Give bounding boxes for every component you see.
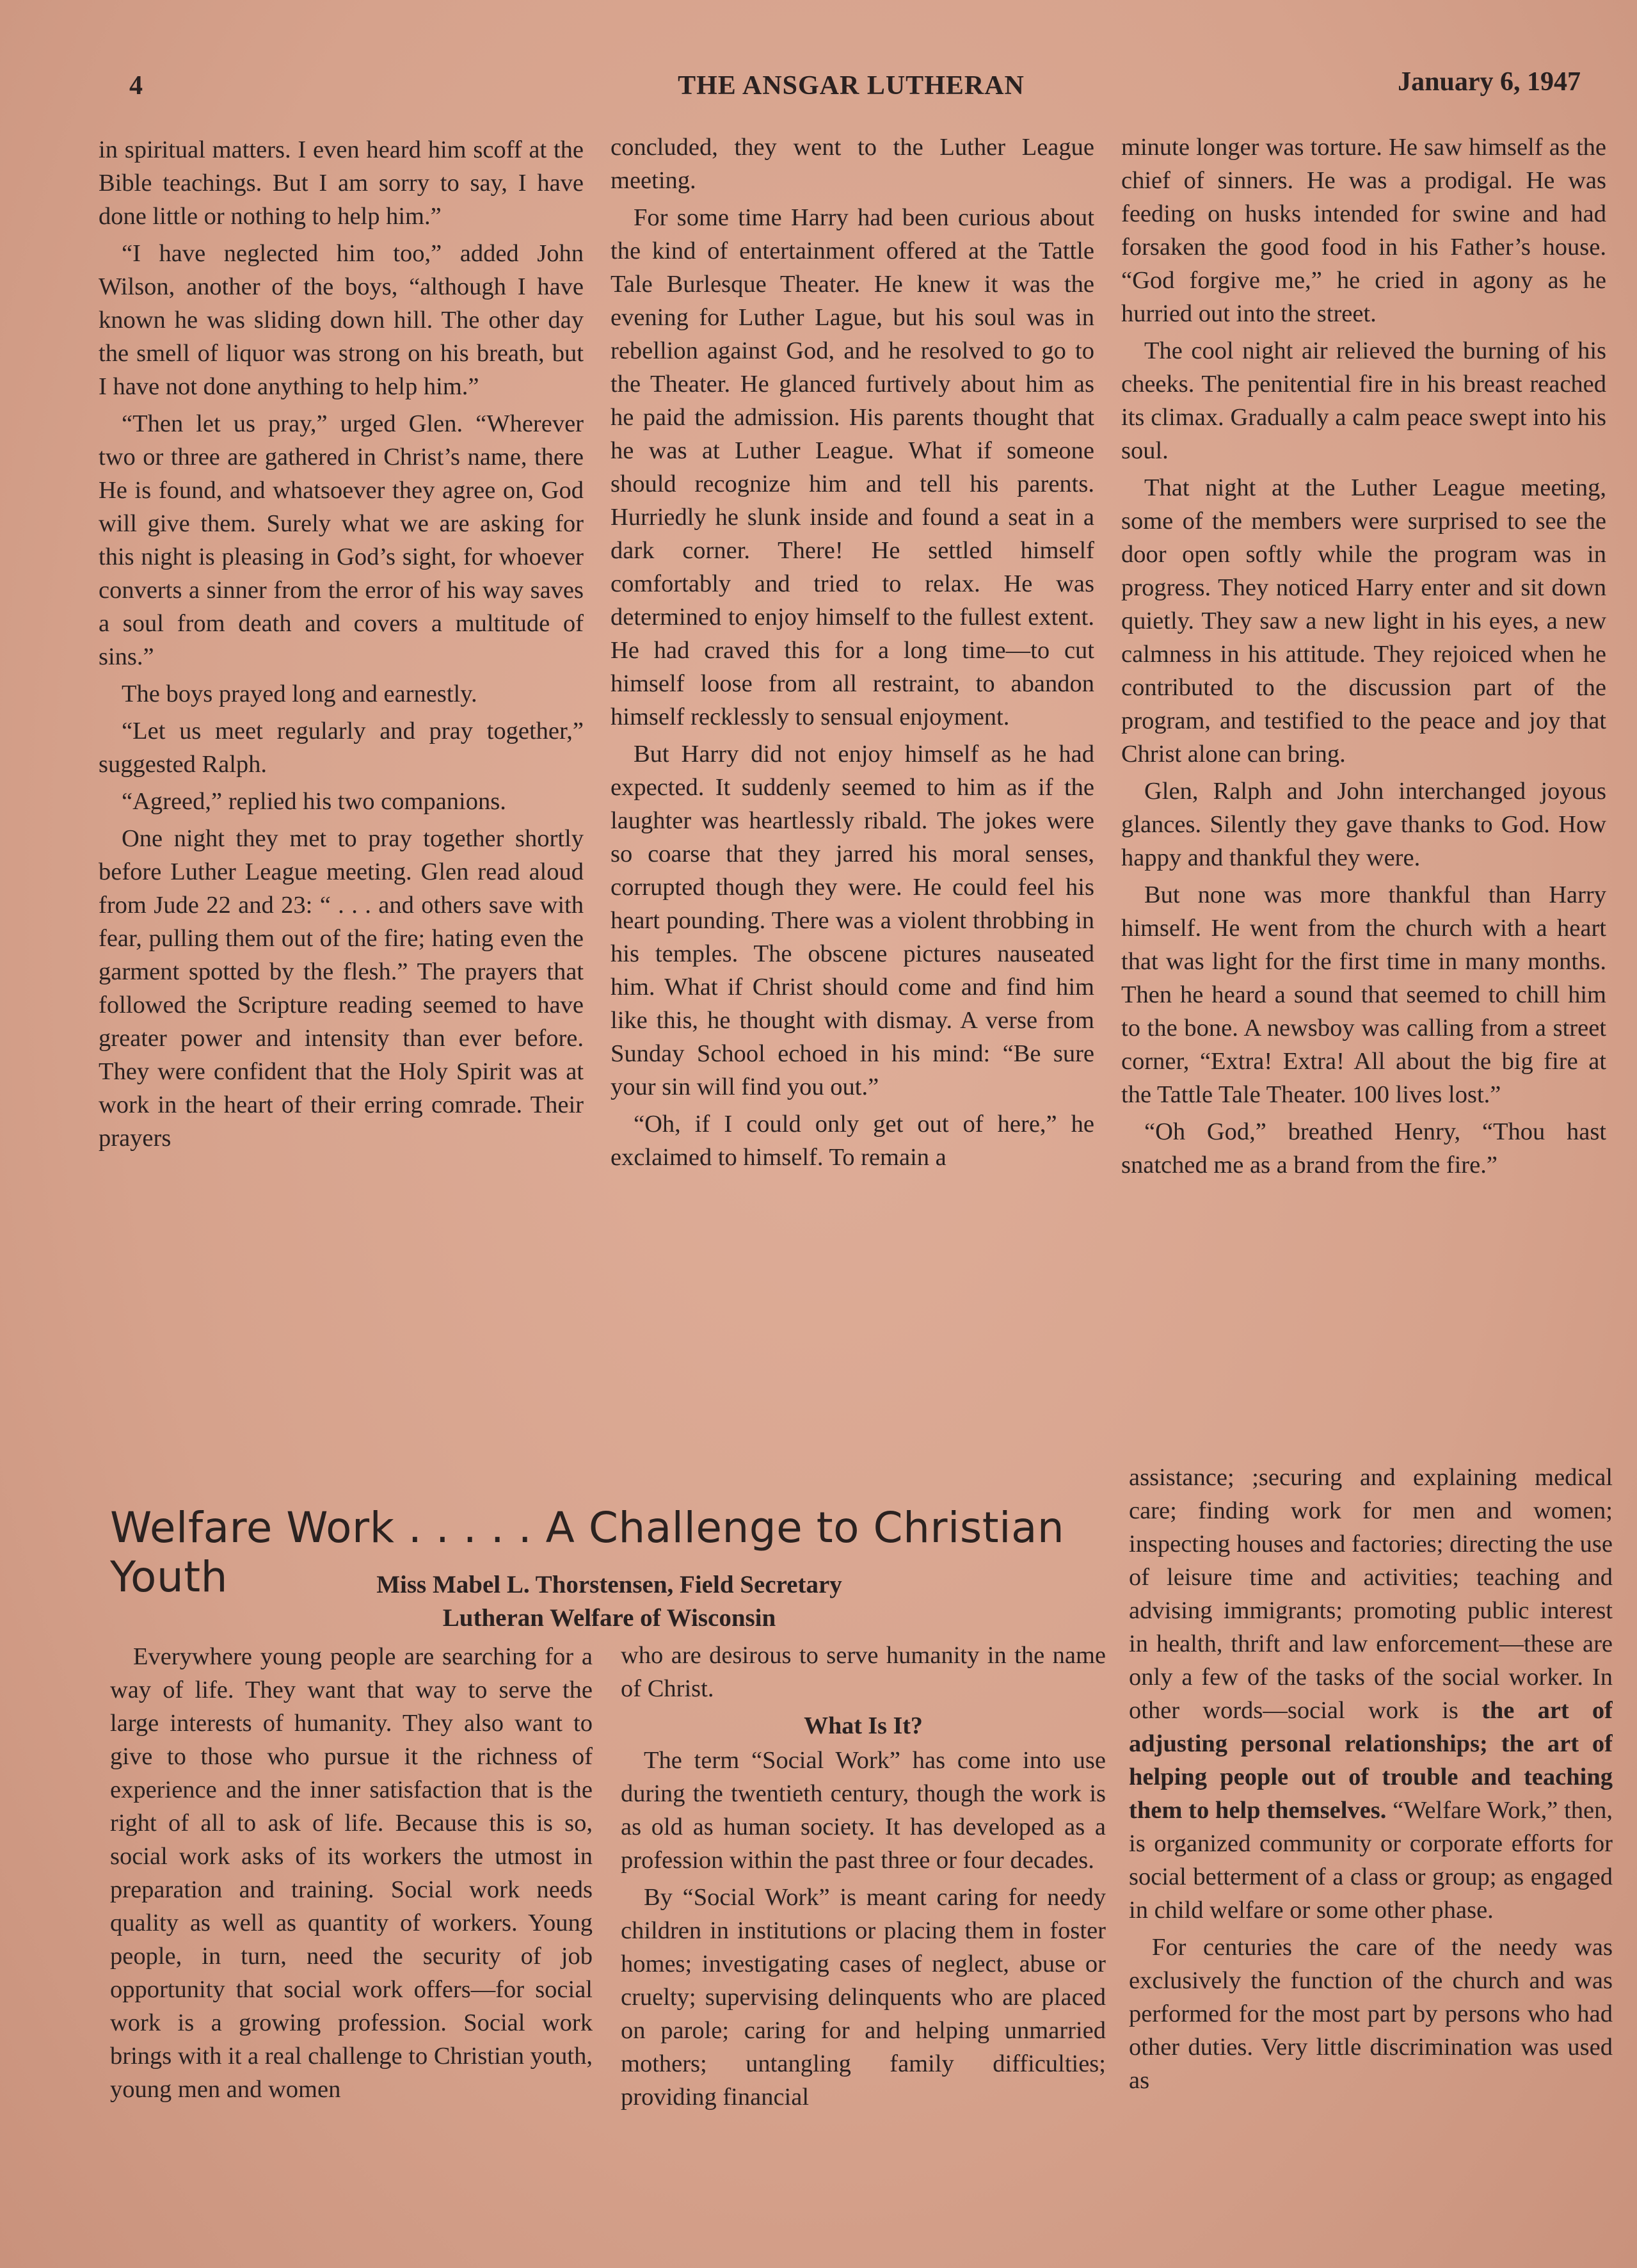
story-column-3 bbox=[1121, 131, 1606, 1404]
paragraph-text: assistance; ;securing and explaining medical care; finding work for men and women; inspecting houses and factories; directing the use of leisure time and activities; teaching and advising immigrants; promoting public interest in health, thrift and law enforcement—these are only a few of the tasks of the social worker. In other words—social work is bbox=[1129, 1464, 1613, 1724]
paragraph: The boys prayed long and earnestly. bbox=[122, 680, 477, 707]
paragraph: The term “Social Work” has come into use during the twentieth century, though the work is as old as human society. It has developed as a profession within the past three or four decades. bbox=[621, 1747, 1106, 1874]
paragraph: “Then let us pray,” urged Glen. “Wherever two or three are gathered in Christ’s name, there He is found, and whatsoever they agree on, God will give them. Surely what we are asking for this night is pleasing in God’s sight, for whoever converts a sinner from the error of his way saves a soul from death and covers a multitude of sins.” bbox=[99, 410, 584, 670]
paragraph: in spiritual matters. I even heard him scoff at the Bible teachings. But I am sorry to say, I have done little or nothing to help him.” bbox=[99, 136, 584, 230]
story-column-1 bbox=[99, 133, 584, 1407]
paragraph: “Agreed,” replied his two companions. bbox=[122, 788, 506, 815]
paragraph: One night they met to pray together shortly before Luther League meeting. Glen read aloud from Jude 22 and 23: “ . . . and others save with fear, pulling them out of the fire; hating even the garment spotted by the flesh.” The prayers that followed the Scripture reading seemed to have greater power and intensity than ever before. They were confident that the Holy Spirit was at work in the heart of their erring comrade. Their prayers bbox=[99, 825, 584, 1152]
page-header bbox=[122, 61, 1581, 106]
article-column-1 bbox=[110, 1640, 593, 2235]
paragraph: “Oh God,” breathed Henry, “Thou hast snatched me as a brand from the fire.” bbox=[1121, 1118, 1606, 1178]
paragraph: For some time Harry had been curious about the kind of entertainment offered at the Tattle Tale Burlesque Theater. He knew it was the evening for Luther Lague, but his soul was in rebellion against God, and he resolved to go to the Theater. He glanced furtively about him as he paid the admission. His parents thought that he was at Luther League. What if someone should recognize him and tell his parents. Hurriedly he slunk inside and found a seat in a dark corner. There! He settled himself comfortably and tried to relax. He was determined to enjoy himself to the fullest extent. He had craved this for a long time—to cut himself loose from all restraint, to abandon himself recklessly to sensual enjoyment. bbox=[611, 204, 1094, 730]
paragraph: But Harry did not enjoy himself as he had expected. It suddenly seemed to him as if the laughter was heartlessly ribald. The jokes were so coarse that they jarred his moral senses, corrupted though they were. He could feel his heart pounding. There was a violent throbbing in his temples. The obscene pictures nauseated him. What if Christ should come and find him like this, he thought with dismay. A verse from Sunday School echoed in his mind: “Be sure your sin will find you out.” bbox=[611, 741, 1094, 1100]
paragraph: who are desirous to serve humanity in the name of Christ. bbox=[621, 1642, 1106, 1702]
bold-definition: the art of adjusting personal relationships; the art of helping people out of trouble and teaching them to help themselves. bbox=[1129, 1697, 1613, 1824]
paragraph: minute longer was torture. He saw himself as the chief of sinners. He was a prodigal. He was feeding on husks intended for swine and had forsaken the good food in his Father’s house. “God forgive me,” he cried in agony as he hurried out into the street. bbox=[1121, 134, 1606, 327]
page-number: 4 bbox=[129, 71, 143, 101]
paragraph: The cool night air relieved the burning of his cheeks. The penitential fire in his breast reached its climax. Gradually a calm peace swept into his soul. bbox=[1121, 337, 1606, 464]
paragraph-text: “Welfare Work,” then, is organized community or corporate efforts for social betterment of a class or group; as engaged in child welfare or some other phase. bbox=[1129, 1797, 1613, 1924]
paragraph: “Let us meet regularly and pray together,” suggested Ralph. bbox=[99, 718, 584, 778]
issue-date: January 6, 1947 bbox=[1398, 67, 1581, 97]
paragraph: concluded, they went to the Luther League meeting. bbox=[611, 134, 1094, 194]
paragraph: “Oh, if I could only get out of here,” he exclaimed to himself. To remain a bbox=[611, 1111, 1094, 1171]
publication-title: THE ANSGAR LUTHERAN bbox=[678, 71, 1025, 101]
paragraph: But none was more thankful than Harry himself. He went from the church with a heart that was light for the first time in many months. Then he heard a sound that seemed to chill him to the bone. A newsboy was calling from a street corner, “Extra! Extra! All about the big fire at the Tattle Tale Theater. 100 lives lost.” bbox=[1121, 881, 1606, 1108]
paragraph: By “Social Work” is meant caring for needy children in institutions or placing them in foster homes; investigating cases of neglect, abuse or cruelty; supervising delinquents who are placed on parole; caring for and helping unmarried mothers; untangling family difficulties; providing financial bbox=[621, 1884, 1106, 2111]
story-column-2 bbox=[611, 131, 1094, 1404]
paragraph: That night at the Luther League meeting, some of the members were surprised to see the door open softly while the program was in progress. They noticed Harry enter and sit down quietly. They saw a new light in his eyes, a new calmness in his attitude. They rejoiced when he contributed to the discussion part of the program, and testified to the peace and joy that Christ alone can bring. bbox=[1121, 474, 1606, 768]
byline-organization: Lutheran Welfare of Wisconsin bbox=[442, 1604, 776, 1632]
article-byline bbox=[110, 1568, 1108, 1635]
paragraph: Everywhere young people are searching for a way of life. They want that way to serve the large interests of humanity. They also want to give to those who pursue it the richness of experience and the inner satisfaction that is the right of all to ask of life. Because this is so, social work asks of its workers the utmost in preparation and training. Social work needs quality as well as quantity of workers. Young people, in turn, need the security of job opportunity that social work offers—for social work is a growing profession. Social work brings with it a real challenge to Christian youth, young men and women bbox=[110, 1643, 593, 2103]
byline-author: Miss Mabel L. Thorstensen, Field Secretary bbox=[376, 1571, 842, 1598]
paragraph: “I have neglected him too,” added John Wilson, another of the boys, “although I have known he was sliding down hill. The other day the smell of liquor was strong on his breath, but I have not done anything to help him.” bbox=[99, 240, 584, 400]
paragraph: For centuries the care of the needy was exclusively the function of the church and was performed for the most part by persons who had other duties. Very little discrimination was used as bbox=[1129, 1934, 1613, 2094]
paragraph: Glen, Ralph and John interchanged joyous glances. Silently they gave thanks to God. How happy and thankful they were. bbox=[1121, 778, 1606, 871]
article-column-2 bbox=[621, 1639, 1106, 2234]
paragraph bbox=[1129, 1461, 1613, 1927]
article-column-3 bbox=[1129, 1461, 1613, 2242]
article-headline: Welfare Work . . . . . A Challenge to Christian Youth bbox=[110, 1503, 1065, 1602]
section-heading: What Is It? bbox=[804, 1712, 923, 1739]
